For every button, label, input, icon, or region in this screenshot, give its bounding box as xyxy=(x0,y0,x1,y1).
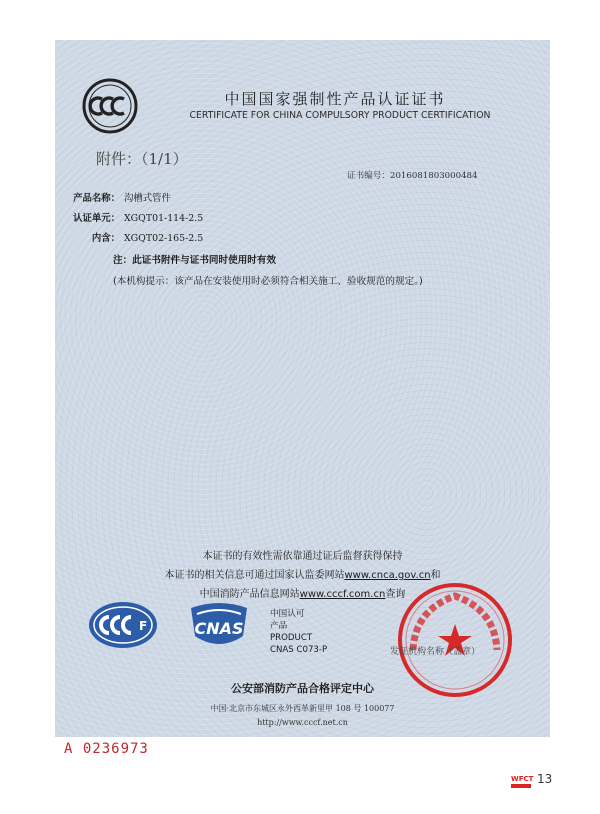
cert-no-value: 2016081803000484 xyxy=(389,171,478,181)
cnas-logo-text: CNAS xyxy=(194,619,244,638)
issuer-label: 发证机构名称（盖章） xyxy=(390,647,481,657)
certificate-sheet xyxy=(55,40,550,737)
cnca-link[interactable]: www.cnca.gov.cn xyxy=(344,570,431,581)
cnas-line-1: 中国认可 xyxy=(270,609,305,619)
wfct-logo-text: WFCT xyxy=(511,775,534,783)
product-name-label: 产品名称： xyxy=(73,193,120,204)
wfct-logo-bar xyxy=(511,784,531,788)
issuer-website[interactable]: http://www.cccf.net.cn xyxy=(257,718,348,727)
cert-unit-label: 认证单元： xyxy=(73,213,120,224)
issuing-center-name: 公安部消防产品合格评定中心 xyxy=(231,682,374,695)
validity-line-1: 本证书的有效性需依靠通过证后监督获得保持 xyxy=(202,551,403,562)
certificate-number xyxy=(347,169,477,181)
svg-text:F: F xyxy=(139,619,148,633)
content-row xyxy=(55,230,203,244)
validity-line-2-pre: 本证书的相关信息可通过国家认监委网站 xyxy=(164,570,345,581)
validity-line-3-post: 查询 xyxy=(385,589,406,600)
cnas-logo-icon xyxy=(183,600,255,652)
cnas-accreditation xyxy=(270,608,327,656)
wfct-logo-icon xyxy=(511,776,533,788)
content-label: 内含： xyxy=(91,233,120,244)
certificate-title-cn: 中国国家强制性产品认证证书 xyxy=(224,90,446,108)
page-number: 13 xyxy=(537,772,553,786)
cert-unit-value: XGQT01-114-2.5 xyxy=(124,213,204,224)
validity-line-3-pre: 中国消防产品信息网站 xyxy=(199,589,300,600)
cnas-line-2: 产品 xyxy=(270,621,288,631)
cert-unit-row xyxy=(55,210,203,224)
validity-line-2 xyxy=(115,566,490,581)
content-value: XGQT02-165-2.5 xyxy=(124,233,204,244)
product-name-value: 沟槽式管件 xyxy=(124,193,171,204)
serial-number: A 0236973 xyxy=(64,741,149,757)
cnas-line-4: CNAS C073-P xyxy=(270,645,328,655)
cert-no-label: 证书编号： xyxy=(347,171,390,181)
product-name-row xyxy=(55,190,171,204)
cccf-link[interactable]: www.cccf.com.cn xyxy=(299,589,386,600)
validity-line-2-post: 和 xyxy=(430,570,441,581)
ccc-f-icon xyxy=(87,600,159,650)
note-institution-tip: (本机构提示：该产品在安装使用时必须符合相关施工、验收规范的规定。) xyxy=(113,276,423,287)
attachment-label: 附件：（1/1） xyxy=(96,150,188,168)
ccc-emblem-icon xyxy=(82,78,138,134)
cnas-line-3: PRODUCT xyxy=(270,633,313,643)
issuer-address: 中国·北京市东城区永外西革新里甲 108 号 100077 xyxy=(210,704,395,713)
note-attachment-validity: 注：此证书附件与证书同时使用时有效 xyxy=(113,255,277,266)
certificate-title-en: CERTIFICATE FOR CHINA COMPULSORY PRODUCT CERTIFICATION xyxy=(189,110,491,121)
